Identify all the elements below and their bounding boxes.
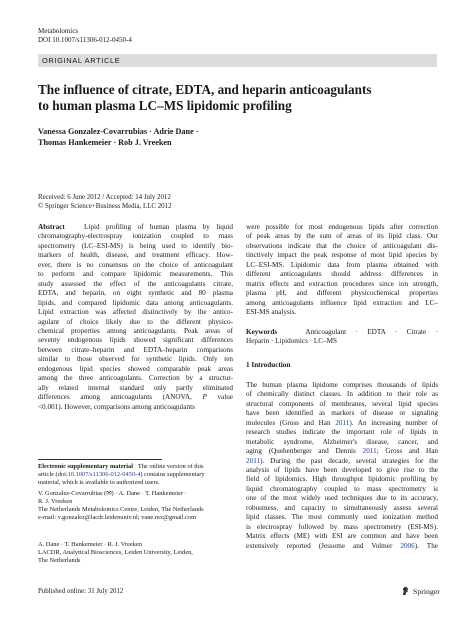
published-online: Published online: 31 July 2012 (38, 588, 124, 595)
p-symbol: P (202, 393, 207, 402)
abstract-line: ever, there is no consensus on the choice of anticoagulant (38, 260, 233, 269)
intro-line: metabolic syndrome, Alzheimer's disease, cancer, and (246, 437, 438, 446)
abstract-line: markers of health, disease, and treatment efficacy. How- (38, 251, 233, 260)
abstract-line: <0.001). However, comparisons among anticoagulants (38, 402, 195, 411)
citation-link[interactable]: 2011 (362, 447, 377, 456)
journal-name: Metabolomics (38, 27, 79, 35)
abstract-line: lipids, and compared lipidomic data among anticoagulants. (38, 298, 233, 307)
abstract-heading: Abstract (38, 223, 65, 231)
intro-line: robustness, and capacity to simultaneously assess several (246, 503, 438, 512)
copyright-line: © Springer Science+Business Media, LLC 2012 (38, 203, 172, 210)
paper-title (38, 82, 438, 113)
intro-line: structural components of membranes, several lipid species (246, 399, 438, 408)
intro-line: The human plasma lipidome comprises thousands of lipids (246, 380, 438, 389)
citation-link[interactable]: 2006 (400, 541, 415, 550)
intro-line: molecules (Gross and Han 2011). An increasing number of (246, 418, 438, 427)
intro-line: field of lipidomics. High throughput lipidomic profiling by (246, 475, 438, 484)
abstract-line: different anticoagulants should address differences in (246, 270, 438, 279)
intro-line: extensively reported (Jessome and Volmer 2006). The (246, 541, 438, 550)
intro-line: aging (Quehenberger and Dennis 2011; Gross and Han (246, 447, 439, 456)
abstract-line: were possible for most endogenous lipids after correction (246, 223, 438, 231)
abstract-line: similar to those observed for synthetic lipids. Only ten (38, 355, 233, 364)
author-line: Vanessa Gonzalez-Covarrubias · Adrie Dane · (38, 127, 199, 136)
author-line: Thomas Hankemeier · Rob J. Vreeken (38, 138, 172, 147)
abstract-line: plasma pH, and different physicochemical properties (246, 289, 438, 298)
publisher-name: Springer (413, 586, 440, 596)
abstract-column (38, 223, 233, 412)
author-list (38, 126, 438, 148)
abstract-line: among the three anticoagulants. Correction by a structur- (38, 374, 233, 383)
abstract-line: chemical properties among anticoagulants. Peak areas of (38, 326, 233, 335)
affiliation-2: A. Dane · T. Hankemeier · R. J. Vreeken LACDR, Analytical Biosciences, Leiden University, Leiden, The Netherlands (38, 541, 193, 564)
abstract-line: observations indicate that the choice of anticoagulant dis- (246, 241, 438, 250)
abstract-line: among anticoagulants influence lipid extraction and LC– (246, 298, 438, 307)
abstract-line: ally related internal standard only partly eliminated (38, 383, 233, 392)
abstract-line: seventy endogenous lipids showed significant differences (38, 336, 233, 345)
springer-horse-icon (401, 586, 410, 596)
keywords-line: Heparin · Lipidomics · LC–MS (246, 336, 338, 345)
intro-line: one of the most widely used techniques due to its accuracy, (246, 494, 438, 503)
abstract-line: matrix effects and extraction procedures since ion strength, (246, 279, 438, 288)
abstract-line: of peak areas by the sum of areas of its lipid class. Our (246, 232, 438, 241)
abstract-line: differences among anticoagulants (ANOVA, P value (38, 393, 234, 402)
intro-line: analysis of lipids have been developed to give rise to the (246, 465, 438, 474)
article-type-banner: ORIGINAL ARTICLE (38, 54, 437, 67)
received-accepted-dates (38, 193, 172, 211)
journal-header (38, 27, 132, 45)
intro-line: research studies indicate the important role of lipids in (246, 428, 438, 437)
intro-line: 2011). During the past decade, several strategies for the (246, 456, 438, 465)
intro-line: Matrix effects (ME) with ESI are common and have been (246, 532, 438, 541)
abstract-line: agulant of choice likely due to the different physico- (38, 317, 233, 326)
esm-doi-link[interactable]: 10.1007/s11306-012-0450-4 (67, 471, 141, 478)
abstract-line: study assessed the effect of the anticoagulants citrate, (38, 279, 233, 288)
abstract-line: LC–ESI-MS. Lipidomic data from plasma obtained with (246, 260, 438, 269)
footnote-rule (38, 459, 162, 460)
abstract-line: spectrometry (LC–ESI-MS) is being used to identify bio- (38, 241, 233, 250)
title-line: The influence of citrate, EDTA, and heparin anticoagulants (38, 82, 372, 97)
abstract-line: between citrate–heparin and EDTA–heparin comparisons (38, 345, 233, 354)
intro-line: have been identified as markers of disease or signaling (246, 409, 438, 418)
abstract-line: Lipid extraction was affected distinctively by the antico- (38, 308, 233, 317)
abstract-line: Abstract Lipid profiling of human plasma by liquid (38, 223, 233, 231)
intro-line: lipid classes. The most commonly used ionization method (246, 513, 438, 522)
title-line: to human plasma LC–MS lipidomic profiling (38, 97, 292, 113)
intro-line: of chemically distinct classes. In addition to their role as (246, 390, 438, 399)
email-line[interactable]: e-mail: v.gonzalez@lacdr.leidenuniv.nl; vane.mx@gmail.com (38, 514, 197, 521)
keywords-line: Keywords Anticoagulant · EDTA · Citrate · (246, 327, 438, 336)
abstract-line: EDTA, and heparin, on eight synthetic and 80 plasma (38, 289, 233, 298)
abstract-line: to perform and compare lipidomic measurements. This (38, 270, 233, 279)
affiliation-1: V. Gonzalez-Covarrubias (✉) · A. Dane · T. Hankemeier · R. J. Vreeken The Netherlands Metabolomics Centre, Leiden, The Netherlands e-mail: v.gonzalez@lacdr.leidenuniv.nl; vane.mx@gmail.com (38, 490, 238, 522)
date-line: Received: 6 June 2012 / Accepted: 14 July 2012 (38, 194, 171, 201)
keywords-heading: Keywords (246, 327, 278, 336)
springer-logo (401, 586, 440, 596)
abstract-line: endogenous lipid species showed comparable peak areas (38, 364, 233, 373)
right-column (246, 223, 438, 551)
esm-footnote: Electronic supplementary material The online version of this article (doi:10.1007/s11306-012-0450-4) contains supplementary material, which is available to authorized users. (38, 463, 205, 486)
citation-link[interactable]: 2011 (246, 456, 261, 465)
citation-link[interactable]: 2011 (335, 418, 350, 427)
abstract-line: tinctively impact the peak response of most lipid species by (246, 251, 438, 260)
intro-line: is electrospray followed by mass spectrometry (ESI-MS). (246, 522, 438, 531)
esm-heading: Electronic supplementary material (38, 463, 134, 470)
intro-line: liquid chromatography coupled to mass spectrometry is (246, 484, 438, 493)
abstract-line: chromatography-electrospray ionization coupled to mass (38, 232, 233, 241)
doi: DOI 10.1007/s11306-012-0450-4 (38, 36, 132, 44)
section-heading: 1 Introduction (246, 361, 291, 370)
abstract-line: ESI-MS analysis. (246, 308, 297, 317)
